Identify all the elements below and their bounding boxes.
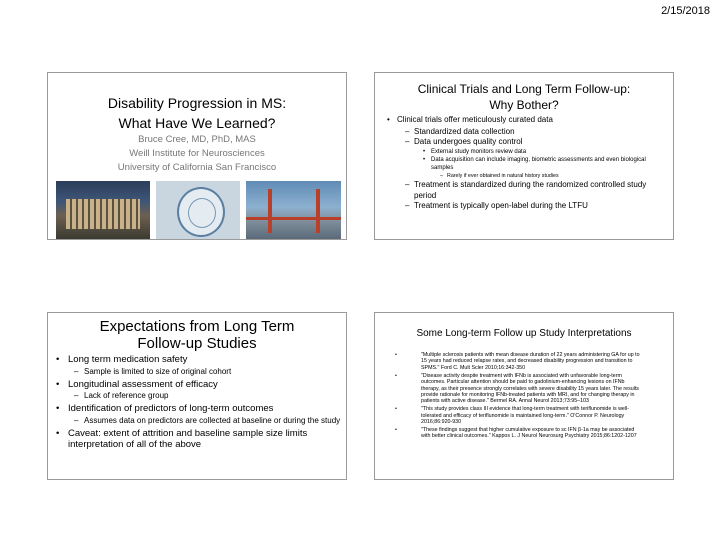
slide-1-title — [48, 93, 346, 133]
title-line-1: Disability Progression in MS: — [107, 95, 287, 111]
photo-strip — [56, 181, 341, 239]
byline — [48, 133, 346, 175]
quote-bullet: • "Disease activity despite treatment with IFNb is associated with unfavorable long-term outcomes. Particular attention should be paid to gadolinium-enhancing lesions on IFNb therapy, as their presence strongly correlates with severe disability 15 years later. The results provide rationale for monitoring IFNb-treated patients with MRI, and for changing therapy in patients with active disease." Bermel RA. Annal Neurol 2013;73:95–103 — [395, 373, 643, 405]
slide-3-title — [48, 318, 346, 352]
sub-bullet: – Standardized data collection — [387, 127, 665, 138]
title-line-2: Why Bother? — [489, 98, 559, 112]
slide-3-body — [56, 354, 342, 451]
slide-clinical-trials — [374, 72, 674, 240]
quote-bullet: • "These findings suggest that higher cumulative exposure to sc IFN β-1a may be associated with better clinical outcomes." Kappos L. J Neurol Neurosurg Psychiatry 2015;86:1202-1207 — [395, 427, 643, 440]
title-line-2: What Have We Learned? — [118, 115, 276, 131]
slide-4-body — [395, 352, 643, 441]
university-seal-image — [156, 181, 240, 239]
handout-date: 2/15/2018 — [661, 5, 710, 17]
university: University of California San Francisco — [117, 162, 277, 173]
sub-bullet: – Sample is limited to size of original cohort — [56, 367, 342, 377]
bullet: • Longitudinal assessment of efficacy — [56, 379, 342, 391]
sub-bullet: – Treatment is typically open-label during the LTFU — [387, 201, 665, 212]
slide-2-title — [385, 81, 663, 113]
quote-bullet: • "Multiple sclerosis patients with mean disease duration of 22 years administering GA for up to 15 years had reduced relapse rates, and decreased disability progression and transition to SPMS." Ford C. Mult Scler 2010;16:342-350 — [395, 352, 643, 371]
bullet: • Caveat: extent of attrition and baseline sample size limits interpretation of all of the above — [56, 428, 342, 451]
title-line-1: Expectations from Long Term — [99, 318, 295, 335]
sub-bullet: – Assumes data on predictors are collected at baseline or during the study — [56, 416, 342, 426]
quote-bullet: • "This study provides class III evidence that long-term treatment with teriflunomide is well-tolerated and efficacy of teriflunomide is maintained long-term." O'Connor P. Neurology 2016;86:920-930 — [395, 406, 643, 425]
sub-sub-sub-bullet: – Rarely if ever obtained in natural history studies — [387, 173, 665, 180]
author: Bruce Cree, MD, PhD, MAS — [138, 134, 256, 145]
sub-bullet: – Treatment is standardized during the randomized controlled study period — [387, 180, 665, 201]
bullet: • Long term medication safety — [56, 354, 342, 366]
sub-bullet: – Data undergoes quality control — [387, 137, 665, 148]
title-line-2: Follow-up Studies — [137, 335, 257, 352]
title-line-1: Clinical Trials and Long Term Follow-up: — [417, 82, 631, 96]
building-photo — [56, 181, 150, 239]
golden-gate-bridge-photo — [246, 181, 341, 239]
slide-4-title: Some Long-term Follow up Study Interpretations — [416, 328, 632, 339]
slide-2-body — [387, 115, 665, 212]
sub-sub-bullet: • Data acquisition can include imaging, biometric assessments and even biological samples — [387, 157, 665, 172]
institute: Weill Institute for Neurosciences — [129, 148, 265, 159]
sub-sub-bullet: • External study monitors review data — [387, 149, 665, 157]
bullet: • Identification of predictors of long-term outcomes — [56, 403, 342, 415]
slide-interpretations — [374, 312, 674, 480]
slide-expectations — [47, 312, 347, 480]
bullet: • Clinical trials offer meticulously curated data — [387, 115, 665, 126]
sub-bullet: – Lack of reference group — [56, 391, 342, 401]
slide-title — [47, 72, 347, 240]
